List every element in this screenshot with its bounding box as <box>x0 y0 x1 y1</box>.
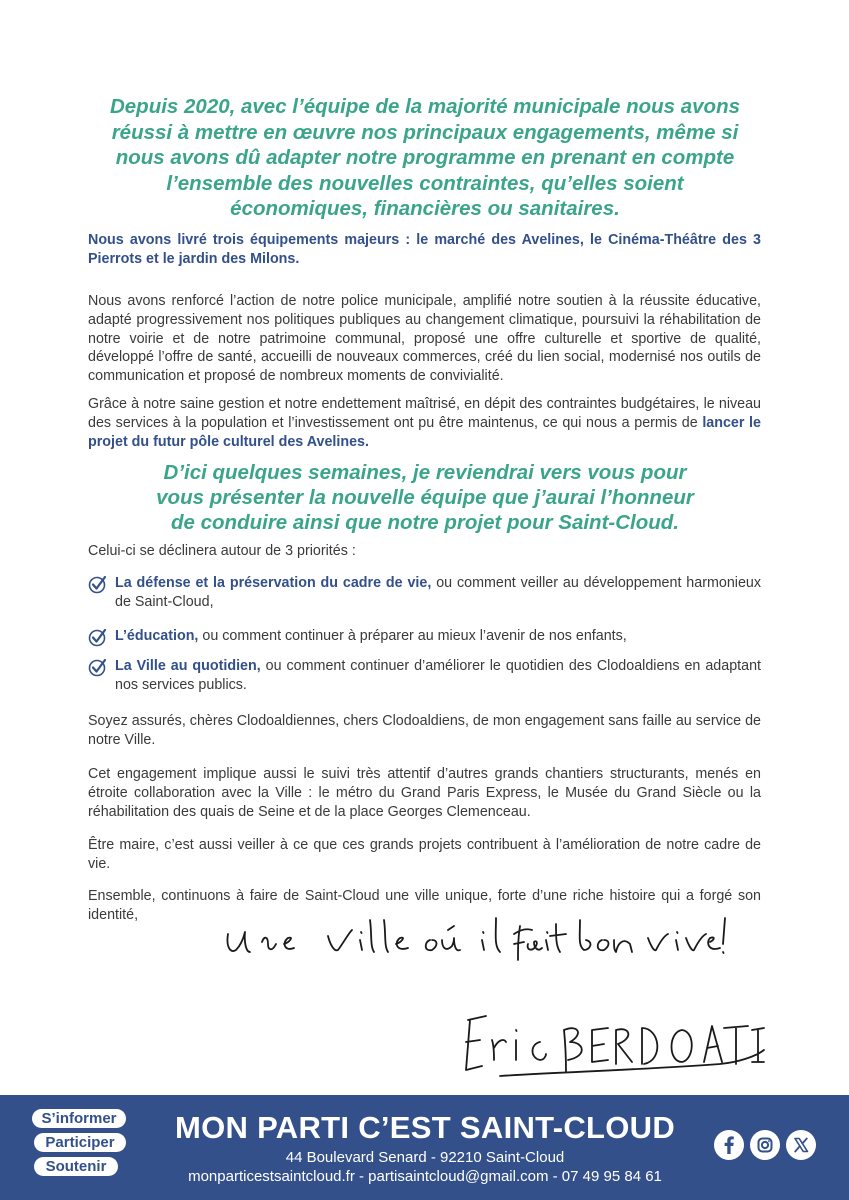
party-address: 44 Boulevard Senard - 92210 Saint-Cloud <box>285 1149 565 1166</box>
participate-button[interactable]: Participer <box>34 1133 126 1152</box>
priority-text <box>115 657 761 695</box>
management-text: Grâce à notre saine gestion et notre endettement maîtrisé, en dépit des contraintes budgétaires, le niveau des services à la population et l’investissement ont pu être maintenus, ce qui nous a permis de <box>88 396 761 431</box>
closing-paragraph: Ensemble, continuons à faire de Saint-Cloud une ville unique, forte d’une riche histoire qui a forgé son identité, <box>88 888 761 923</box>
priority-item <box>88 574 761 612</box>
action-paragraph: Nous avons renforcé l’action de notre police municipale, amplifié notre soutien à la réussite éducative, adapté progressivement nos politiques publiques au changement climatique, poursuivi la réhabilitation de notre voirie et de notre patrimoine communal, proposé une offre culturelle et sportive de qualité, développé l’offre de santé, accueilli de nouveaux commerces, créé du lien social, modernisé nos outils de communication et proposé de nombreux moments de convivialité. <box>88 293 761 385</box>
equipment-paragraph: Nous avons livré trois équipements majeurs : le marché des Avelines, le Cinéma-Théâtre des 3 Pierrots et le jardin des Milons. <box>88 232 761 267</box>
announcement-line: vous présenter la nouvelle équipe que j’aurai l’honneur <box>156 486 694 509</box>
priority-description: ou comment veiller au développement harmonieux de Saint-Cloud, <box>115 575 761 610</box>
priority-description: ou comment continuer d’améliorer le quotidien des Clodoaldiens en adaptant nos services publics. <box>115 658 761 693</box>
priority-item <box>88 657 761 695</box>
intro-statement: Depuis 2020, avec l’équipe de la majorité municipale nous avons réussi à mettre en œuvre nos principaux engagements, même si nous avons dû adapter notre programme en prenant en compte l’ensemble des nouvelles contraintes, qu’elles soient économiques, financières ou sanitaires. <box>109 95 741 220</box>
priority-text <box>115 574 761 612</box>
facebook-icon[interactable] <box>714 1130 744 1160</box>
x-icon[interactable] <box>786 1130 816 1160</box>
mayor-paragraph: Être maire, c’est aussi veiller à ce que ces grands projets contribuent à l’amélioration de notre cadre de vie. <box>88 837 761 872</box>
footer-banner <box>0 1095 849 1200</box>
checkmark-icon <box>88 657 108 677</box>
priority-title: La défense et la préservation du cadre de vie, <box>115 575 432 591</box>
announcement-line: D’ici quelques semaines, je reviendrai vers vous pour <box>163 461 687 484</box>
priority-text <box>115 627 761 646</box>
announcement <box>100 460 750 535</box>
inform-button[interactable]: S’informer <box>32 1109 126 1128</box>
checkmark-icon <box>88 574 108 594</box>
signature <box>460 990 780 1090</box>
commitment-paragraph: Soyez assurés, chères Clodoaldiennes, chers Clodoaldiens, de mon engagement sans faille au service de notre Ville. <box>88 713 761 748</box>
support-button[interactable]: Soutenir <box>34 1157 118 1176</box>
party-name: MON PARTI C’EST SAINT-CLOUD <box>174 1110 676 1145</box>
projects-paragraph: Cet engagement implique aussi le suivi très attentif d’autres grands chantiers structurants, menés en étroite collaboration avec la Ville : le métro du Grand Paris Express, le Musée du Grand Siècle ou la réhabilitation des quais de Seine et de la place Georges Clemenceau. <box>88 766 761 820</box>
announcement-line: de conduire ainsi que notre projet pour Saint-Cloud. <box>171 511 679 534</box>
party-contact[interactable]: monparticestsaintcloud.fr - partisaintcloud@gmail.com - 07 49 95 84 61 <box>188 1168 662 1185</box>
priority-description: ou comment continuer à préparer au mieux l’avenir de nos enfants, <box>198 628 627 644</box>
action-buttons <box>32 1109 128 1181</box>
party-info <box>160 1109 690 1186</box>
priority-item <box>88 627 761 646</box>
cultural-project-highlight: lancer le projet du futur pôle culturel des Avelines. <box>88 414 761 450</box>
handwritten-motto <box>220 914 730 974</box>
instagram-icon[interactable] <box>750 1130 780 1160</box>
management-paragraph <box>88 395 761 451</box>
priority-title: La Ville au quotidien, <box>115 658 261 674</box>
checkmark-icon <box>88 627 108 647</box>
priorities-intro: Celui-ci se déclinera autour de 3 priorités : <box>88 543 356 559</box>
priority-title: L’éducation, <box>115 628 199 644</box>
